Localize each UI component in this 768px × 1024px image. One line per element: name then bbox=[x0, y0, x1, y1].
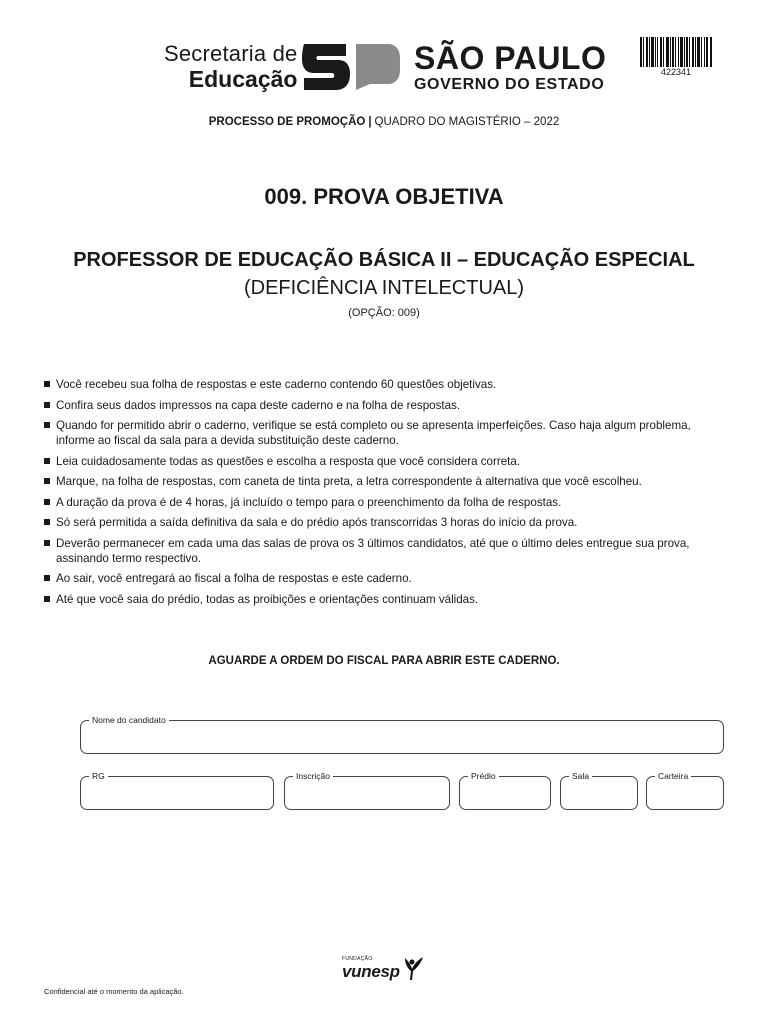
secretaria-line1: Secretaria de bbox=[164, 41, 298, 66]
bird-icon bbox=[401, 956, 425, 982]
instruction-item: Ao sair, você entregará ao fiscal a folha de respostas e este caderno. bbox=[44, 571, 729, 586]
rg-label: RG bbox=[89, 770, 108, 782]
processo-separator: | bbox=[368, 116, 372, 128]
barcode-icon bbox=[640, 37, 712, 67]
bullet-icon bbox=[44, 402, 50, 408]
instruction-item: Só será permitida a saída definitiva da sala e do prédio após transcorridas 3 horas do início da prova. bbox=[44, 515, 729, 530]
cargo-title: PROFESSOR DE EDUCAÇÃO BÁSICA II – EDUCAÇÃO ESPECIAL bbox=[73, 249, 695, 271]
rg-field[interactable] bbox=[80, 771, 274, 810]
processo-bold: PROCESSO DE PROMOÇÃO bbox=[208, 116, 366, 128]
bullet-icon bbox=[44, 575, 50, 581]
carteira-field[interactable] bbox=[646, 771, 724, 810]
bullet-icon bbox=[44, 540, 50, 546]
bullet-icon bbox=[44, 458, 50, 464]
processo-line bbox=[0, 116, 768, 128]
instruction-item: A duração da prova é de 4 horas, já incluído o tempo para o preenchimento da folha de respostas. bbox=[44, 495, 729, 510]
instruction-item: Você recebeu sua folha de respostas e este caderno contendo 60 questões objetivas. bbox=[44, 377, 729, 392]
inscricao-field[interactable] bbox=[284, 771, 450, 810]
bullet-icon bbox=[44, 422, 50, 428]
bullet-icon bbox=[44, 596, 50, 602]
vunesp-fundacao: FUNDAÇÃO bbox=[342, 956, 373, 962]
instructions-list bbox=[44, 377, 729, 612]
bullet-icon bbox=[44, 519, 50, 525]
carteira-label: Carteira bbox=[655, 770, 691, 782]
instruction-item: Confira seus dados impressos na capa deste caderno e na folha de respostas. bbox=[44, 398, 729, 413]
bullet-icon bbox=[44, 499, 50, 505]
cargo-subtitle: (DEFICIÊNCIA INTELECTUAL) bbox=[243, 277, 525, 299]
sala-field[interactable] bbox=[560, 771, 638, 810]
instruction-item: Leia cuidadosamente todas as questões e escolha a resposta que você considera correta. bbox=[44, 454, 729, 469]
secretaria-line2: Educação bbox=[188, 66, 298, 92]
instruction-item: Quando for permitido abrir o caderno, verifique se está completo ou se apresenta imperfeições. Caso haja algum problema, informe ao fiscal da sala para a devida substituição deste caderno. bbox=[44, 418, 729, 448]
secretaria-logo-text bbox=[164, 43, 297, 91]
cargo-opcao: (OPÇÃO: 009) bbox=[348, 307, 420, 319]
state-logo-text bbox=[414, 42, 606, 93]
aguarde-notice: AGUARDE A ORDEM DO FISCAL PARA ABRIR ESTE CADERNO. bbox=[208, 655, 560, 667]
sp-logo-icon bbox=[302, 44, 400, 90]
vunesp-wordmark: vunesp bbox=[342, 962, 400, 981]
instruction-item: Marque, na folha de respostas, com caneta de tinta preta, a letra correspondente à alternativa que você escolheu. bbox=[44, 474, 729, 489]
state-subtitle: GOVERNO DO ESTADO bbox=[414, 76, 605, 93]
nome-field[interactable] bbox=[80, 715, 724, 754]
inscricao-label: Inscrição bbox=[293, 770, 333, 782]
bullet-icon bbox=[44, 381, 50, 387]
state-title: SÃO PAULO bbox=[414, 40, 607, 76]
instruction-item: Deverão permanecer em cada uma das salas de prova os 3 últimos candidatos, até que o último deles entregue sua prova, assinando termo respectivo. bbox=[44, 536, 729, 566]
prova-title: 009. PROVA OBJETIVA bbox=[264, 184, 504, 209]
vunesp-logo bbox=[340, 956, 430, 986]
nome-label: Nome do candidato bbox=[89, 714, 169, 726]
instruction-item: Até que você saia do prédio, todas as proibições e orientações continuam válidas. bbox=[44, 592, 729, 607]
bullet-icon bbox=[44, 478, 50, 484]
barcode-number: 422341 bbox=[660, 67, 692, 77]
sala-label: Sala bbox=[569, 770, 592, 782]
confidencial-note: Confidencial até o momento da aplicação. bbox=[44, 987, 184, 996]
predio-field[interactable] bbox=[459, 771, 551, 810]
processo-rest: QUADRO DO MAGISTÉRIO – 2022 bbox=[374, 116, 560, 128]
predio-label: Prédio bbox=[468, 770, 499, 782]
